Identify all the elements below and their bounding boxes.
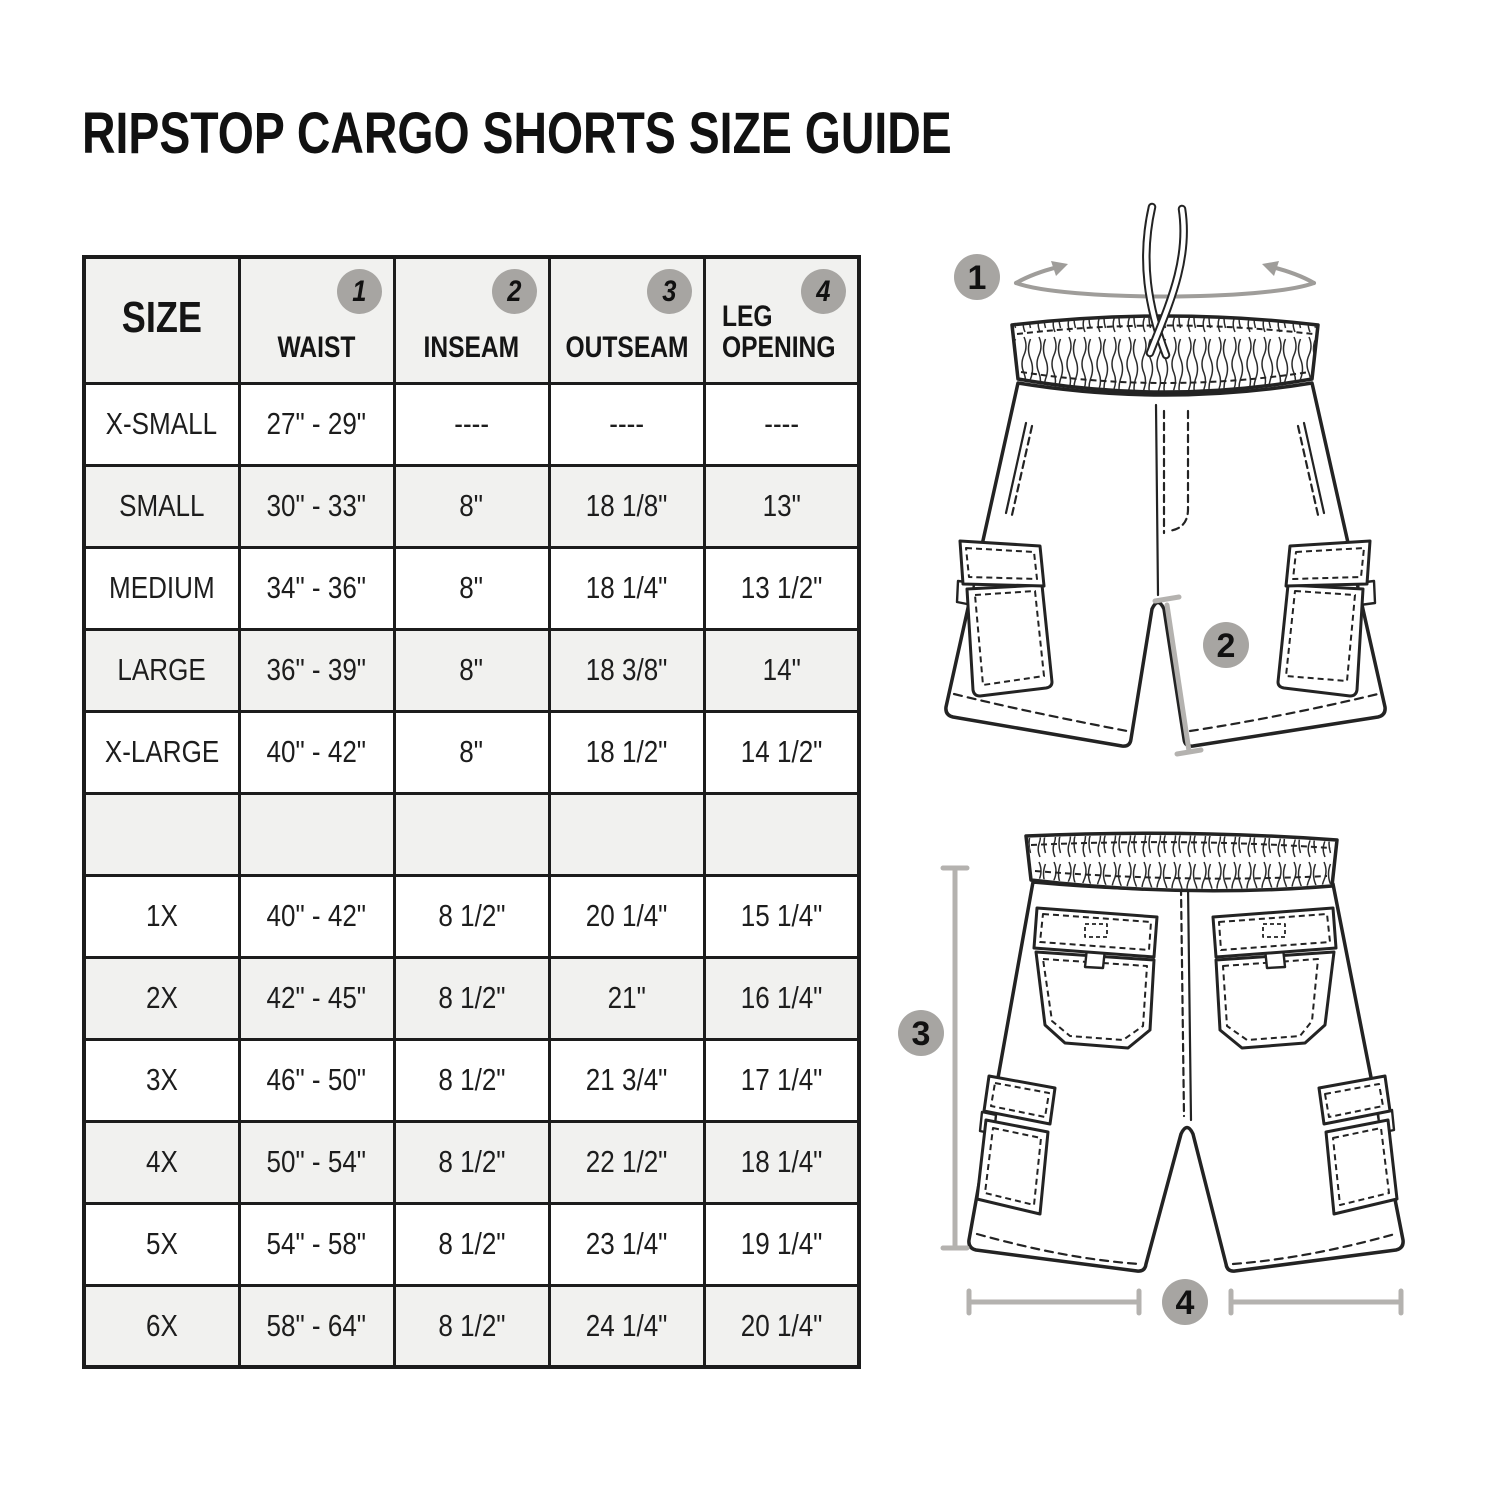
cell-size: 5X [145, 1226, 178, 1261]
callout-3-badge: 3 [647, 269, 692, 314]
cell-outseam: 18 1/8" [585, 488, 668, 523]
table-row-5x [84, 1203, 859, 1285]
cell-outseam: 20 1/4" [585, 898, 668, 933]
size-table-header [84, 257, 859, 383]
cell-leg: 20 1/4" [740, 1307, 823, 1343]
back-right-pocket [1213, 908, 1336, 1048]
leg-opening-column-label: LEG OPENING [722, 300, 836, 364]
back-right-side-pocket [1319, 1076, 1397, 1214]
back-view-diagram [885, 790, 1460, 1360]
callout-4-number: 4 [1175, 1284, 1195, 1322]
back-left-side-pocket [977, 1076, 1055, 1214]
cell-outseam: 18 1/2" [585, 734, 668, 769]
cell-waist: 50" - 54" [266, 1144, 367, 1179]
callout-2-badge: 2 [492, 269, 537, 314]
cell-leg: 19 1/4" [740, 1226, 823, 1261]
cell-outseam: 18 3/8" [585, 652, 668, 687]
waist-measure-arrow [1016, 261, 1314, 297]
cell-leg: 16 1/4" [740, 980, 823, 1015]
cell-size: 3X [145, 1062, 178, 1097]
cell-waist: 30" - 33" [266, 488, 367, 523]
table-row-xlarge [84, 711, 859, 793]
cell-inseam: 8 1/2" [437, 1226, 506, 1261]
cell-waist: 40" - 42" [266, 898, 367, 933]
cargo-shorts-back-drawing [885, 790, 1460, 1360]
column-header-inseam [394, 257, 549, 383]
cell-leg: 18 1/4" [740, 1144, 823, 1179]
cell-leg: 14" [762, 652, 801, 687]
cargo-shorts-front-drawing [900, 195, 1460, 765]
table-row-2x [84, 957, 859, 1039]
cell-size: X-SMALL [106, 406, 218, 441]
front-left-cargo-pocket [957, 541, 1052, 696]
table-row-4x [84, 1121, 859, 1203]
cell-inseam: 8" [459, 734, 484, 769]
column-header-size [84, 257, 239, 383]
cell-outseam: ---- [609, 406, 644, 441]
cell-inseam: 8" [459, 570, 484, 605]
cell-waist: 42" - 45" [266, 980, 367, 1015]
cell-inseam: ---- [454, 406, 489, 441]
cell-size: SMALL [119, 488, 205, 523]
cell-waist: 27" - 29" [266, 406, 367, 441]
table-row-spacer [84, 793, 859, 875]
cell-size: MEDIUM [108, 570, 215, 605]
header-row [84, 257, 859, 383]
cell-inseam: 8 1/2" [437, 1062, 506, 1097]
column-header-outseam [549, 257, 704, 383]
cell-inseam: 8" [459, 488, 484, 523]
cell-outseam: 24 1/4" [585, 1307, 668, 1343]
cell-leg: 17 1/4" [740, 1062, 823, 1097]
cell-waist: 40" - 42" [266, 734, 367, 769]
column-header-waist [239, 257, 394, 383]
table-row-large [84, 629, 859, 711]
table-row-medium [84, 547, 859, 629]
callout-4-badge: 4 [801, 269, 846, 314]
cell-waist: 34" - 36" [266, 570, 367, 605]
cell-leg: ---- [763, 406, 799, 441]
cell-size: 2X [145, 980, 178, 1015]
cell-leg: 15 1/4" [740, 898, 823, 933]
cell-size: X-LARGE [104, 734, 219, 769]
size-column-label: SIZE [121, 292, 202, 342]
cell-waist: 46" - 50" [266, 1062, 367, 1097]
cell-outseam: 18 1/4" [585, 570, 668, 605]
cell-leg: 13 1/2" [740, 570, 823, 605]
cell-outseam: 21" [607, 980, 646, 1015]
waist-column-label: WAIST [277, 330, 356, 364]
front-view-diagram [900, 195, 1460, 765]
cell-outseam: 22 1/2" [585, 1144, 668, 1179]
callout-1-number: 1 [967, 259, 987, 297]
cell-waist: 54" - 58" [266, 1226, 367, 1261]
outseam-column-label: OUTSEAM [565, 330, 688, 364]
back-waistband [1026, 833, 1337, 891]
cell-size: 4X [145, 1144, 178, 1179]
table-row-xsmall [84, 383, 859, 465]
size-table-body [84, 383, 859, 1367]
table-row-small [84, 465, 859, 547]
callout-1-badge: 1 [337, 269, 382, 314]
cell-leg: 14 1/2" [740, 734, 823, 769]
inseam-column-label: INSEAM [423, 330, 520, 364]
cell-inseam: 8 1/2" [437, 980, 506, 1015]
cell-inseam: 8 1/2" [437, 1307, 506, 1343]
cell-inseam: 8 1/2" [437, 1144, 506, 1179]
back-left-pocket [1034, 908, 1157, 1048]
cell-inseam: 8 1/2" [437, 898, 506, 933]
table-row-1x [84, 875, 859, 957]
callout-3-number: 3 [911, 1015, 931, 1053]
cell-leg: 13" [762, 488, 801, 523]
table-row-6x [84, 1285, 859, 1367]
cell-outseam: 21 3/4" [585, 1062, 668, 1097]
callout-2-number: 2 [1216, 627, 1236, 665]
page-title: RIPSTOP CARGO SHORTS SIZE GUIDE [82, 101, 952, 166]
cell-waist: 36" - 39" [266, 652, 367, 687]
cell-outseam: 23 1/4" [585, 1226, 668, 1261]
cell-size: LARGE [117, 652, 206, 687]
cell-size: 1X [145, 898, 178, 933]
column-header-leg-opening [704, 257, 859, 383]
table-row-3x [84, 1039, 859, 1121]
outseam-measure-line [943, 868, 967, 1248]
size-table [82, 255, 861, 1369]
cell-waist: 58" - 64" [266, 1307, 367, 1343]
cell-inseam: 8" [459, 652, 484, 687]
cell-size: 6X [145, 1307, 178, 1343]
